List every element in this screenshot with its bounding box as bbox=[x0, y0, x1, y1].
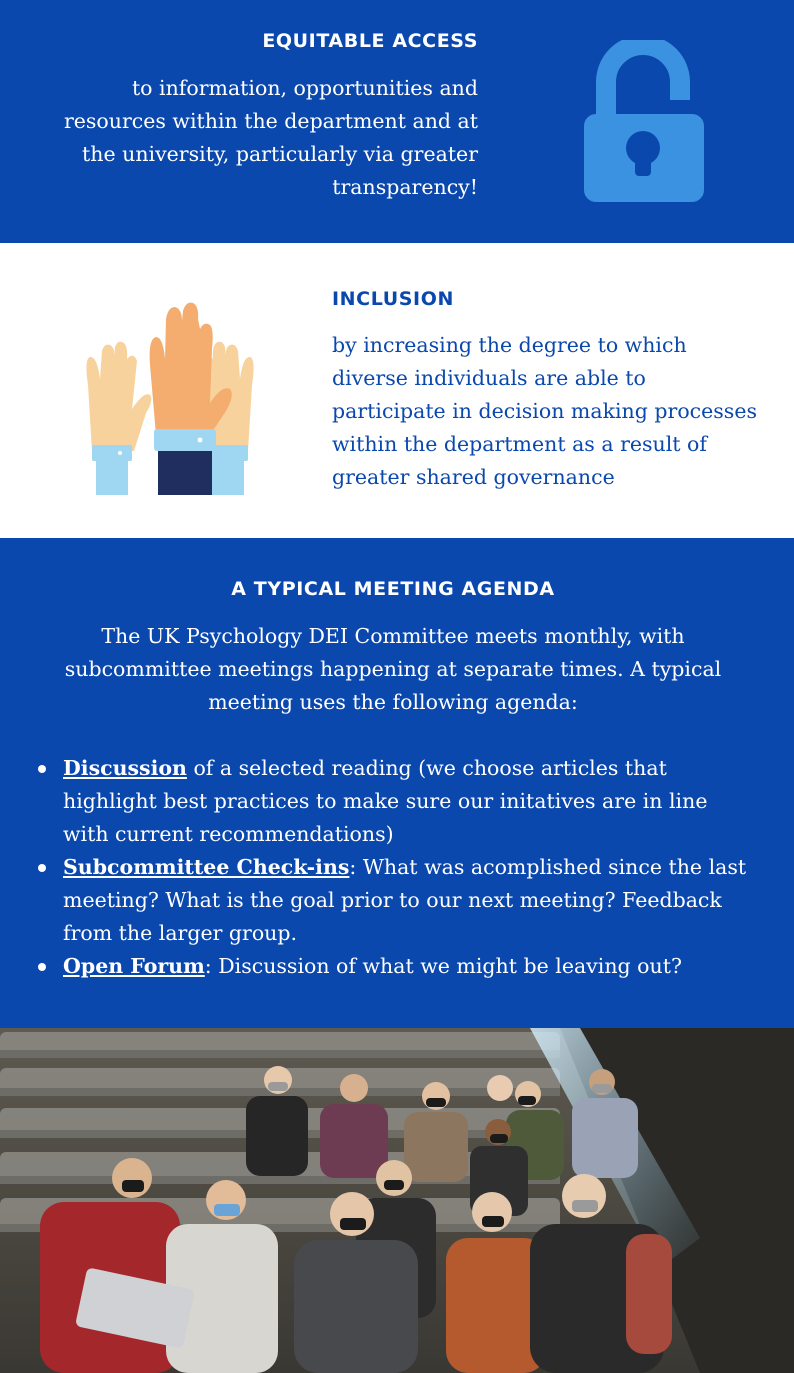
agenda-item-label[interactable]: Subcommittee Check-ins bbox=[63, 855, 350, 879]
inclusion-text: by increasing the degree to which diverse individuals are able to participate in decision making processes within the department as a result of greater shared governance bbox=[332, 333, 757, 489]
agenda-item-label[interactable]: Discussion bbox=[63, 756, 187, 780]
left-hand bbox=[86, 342, 151, 495]
agenda-item-label[interactable]: Open Forum bbox=[63, 954, 205, 978]
agenda-item-discussion bbox=[34, 752, 754, 851]
bullet-icon bbox=[38, 963, 46, 971]
agenda-list bbox=[34, 752, 754, 983]
bullet-icon bbox=[38, 864, 46, 872]
agenda-item-subcommittee-check-ins bbox=[34, 851, 754, 950]
agenda-item-text: : What was acomplished since the last meeting? What is the goal prior to our next meeting? Feedback from the larger group. bbox=[63, 855, 747, 945]
inclusion-heading: INCLUSION bbox=[332, 288, 454, 310]
equitable-access-section bbox=[0, 0, 794, 243]
equitable-access-heading: EQUITABLE ACCESS bbox=[262, 30, 478, 52]
agenda-intro-text: The UK Psychology DEI Committee meets monthly, with subcommittee meetings happening at separate times. A typical meeting uses the following agenda: bbox=[64, 624, 722, 714]
agenda-item-text: of a selected reading (we choose articles that highlight best practices to make sure our initatives are in line with current recommendations) bbox=[63, 756, 708, 846]
meeting-agenda-section bbox=[0, 538, 794, 1028]
agenda-item-text: : Discussion of what we might be leaving out? bbox=[204, 954, 682, 978]
equitable-access-text: to information, opportunities and resources within the department and at the university, particularly via greater transparency! bbox=[63, 76, 478, 199]
group-photo-illustration bbox=[0, 1028, 794, 1373]
group-photo bbox=[0, 1028, 794, 1373]
agenda-item-open-forum bbox=[34, 950, 754, 983]
unlocked-padlock-icon bbox=[582, 40, 704, 202]
bullet-icon bbox=[38, 765, 46, 773]
agenda-heading: A TYPICAL MEETING AGENDA bbox=[231, 578, 555, 600]
inclusion-section bbox=[0, 243, 794, 538]
raised-hands-icon bbox=[70, 299, 270, 495]
